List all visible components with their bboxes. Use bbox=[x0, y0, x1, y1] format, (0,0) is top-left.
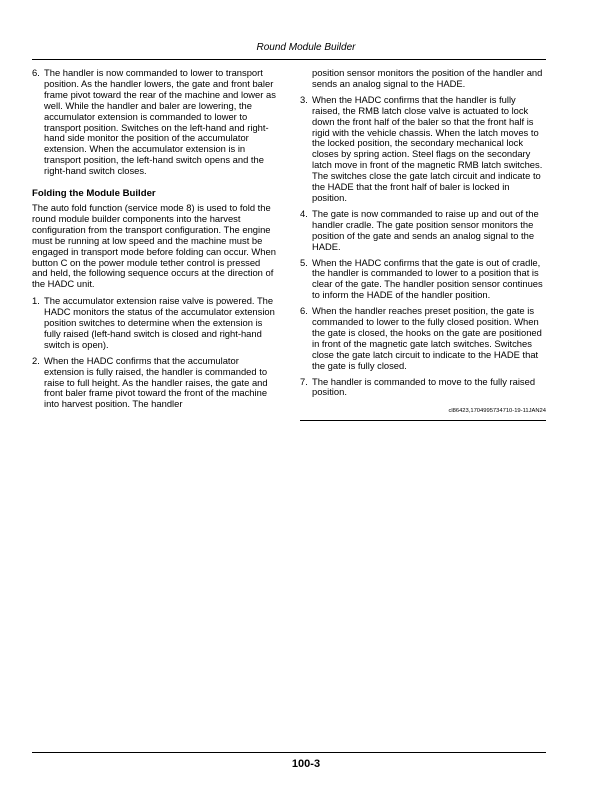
step-number: 6. bbox=[32, 67, 40, 78]
step-text: The handler is now commanded to lower to transport position. As the handler lowers, the gate and front baler frame pivot toward the rear of the machine and lower as well. While the handler and baler are lowering, the accumulator extension is commanded to lower to transport position. Switches on the left-hand and right-hand side monitor the position of the accumulator extension. When the accumulator extension is in transport position, the left-hand switch opens and the right-hand switch closes. bbox=[44, 67, 276, 177]
step-text: The gate is now commanded to raise up and out of the handler cradle. The gate position sensor monitors the position of the gate and sends an analog signal to the HADE. bbox=[312, 207, 539, 252]
step-continuation: position sensor monitors the position of the handler and sends an analog signal to the HADE. bbox=[312, 67, 543, 89]
section-title: Folding the Module Builder bbox=[32, 188, 156, 200]
left-step-list bbox=[32, 296, 276, 410]
footer-divider bbox=[32, 752, 546, 753]
right-step-list bbox=[300, 95, 546, 399]
step-number: 5. bbox=[300, 256, 308, 268]
step-number: 7. bbox=[300, 375, 308, 387]
step-text: The handler is commanded to move to the fully raised position. bbox=[312, 375, 536, 398]
step-number: 2. bbox=[32, 354, 40, 366]
left-column bbox=[32, 68, 276, 415]
list-item bbox=[32, 296, 276, 351]
step-number: 1. bbox=[32, 295, 40, 307]
step-number: 4. bbox=[300, 207, 308, 219]
step-text: When the handler reaches preset position, the gate is commanded to lower to the fully closed position. When the gate is closed, the hooks on the gate are positioned in front of the magnetic gate latch switches. Switches close the gate latch circuit to indicate to the HADE that the gate is fully closed. bbox=[312, 305, 542, 371]
header-divider bbox=[32, 59, 546, 60]
list-item bbox=[300, 377, 546, 399]
list-item bbox=[300, 258, 546, 302]
document-reference-id: cl86423,1704995734710-19-11JAN24 bbox=[300, 406, 546, 421]
section-paragraph: The auto fold function (service mode 8) is used to fold the round module builder components into the harvest configuration from the transport configuration. The engine must be running at low speed and the machine must be engaged in transport mode before folding can occur. When button C on the power module tether control is pressed and held, the following sequence occurs at the direction of the HADC unit. bbox=[32, 201, 276, 290]
step-text: When the HADC confirms that the accumulator extension is fully raised, the handler is commanded to raise to full height. As the handler raises, the gate and front baler frame pivot toward the front of the machine into harvest position. The handler bbox=[44, 354, 268, 410]
list-item bbox=[32, 356, 276, 411]
page-number: 100-3 bbox=[291, 758, 321, 770]
step-text: When the HADC confirms that the handler is fully raised, the RMB latch close valve is actuated to lock down the front half of the baler so that the front half is rigid with the vehicle chassis. When the latch moves to the locked position, the secondary mechanical lock closes by spring action. Steel flags on the secondary latch move in front of the magnetic RMB latch switches. The switches close the gate latch circuit and indicate to the HADE that the front half of baler is locked in position. bbox=[312, 93, 543, 203]
right-column bbox=[300, 68, 546, 421]
step-text: When the HADC confirms that the gate is out of cradle, the handler is commanded to lower to a position that is clear of the gate. The handler position sensor continues to inform the HADE of the handler position. bbox=[312, 256, 543, 301]
list-item bbox=[300, 95, 546, 204]
list-item bbox=[300, 209, 546, 253]
running-header: Round Module Builder bbox=[256, 42, 356, 53]
list-item bbox=[300, 306, 546, 371]
step-number: 3. bbox=[300, 93, 308, 105]
step-text: The accumulator extension raise valve is powered. The HADC monitors the status of the accumulator extension position switches to determine when the extension is fully raised (left-hand switch is closed and right-hand switch is open). bbox=[44, 295, 275, 350]
step-number: 6. bbox=[300, 305, 308, 317]
intro-step bbox=[32, 68, 276, 177]
